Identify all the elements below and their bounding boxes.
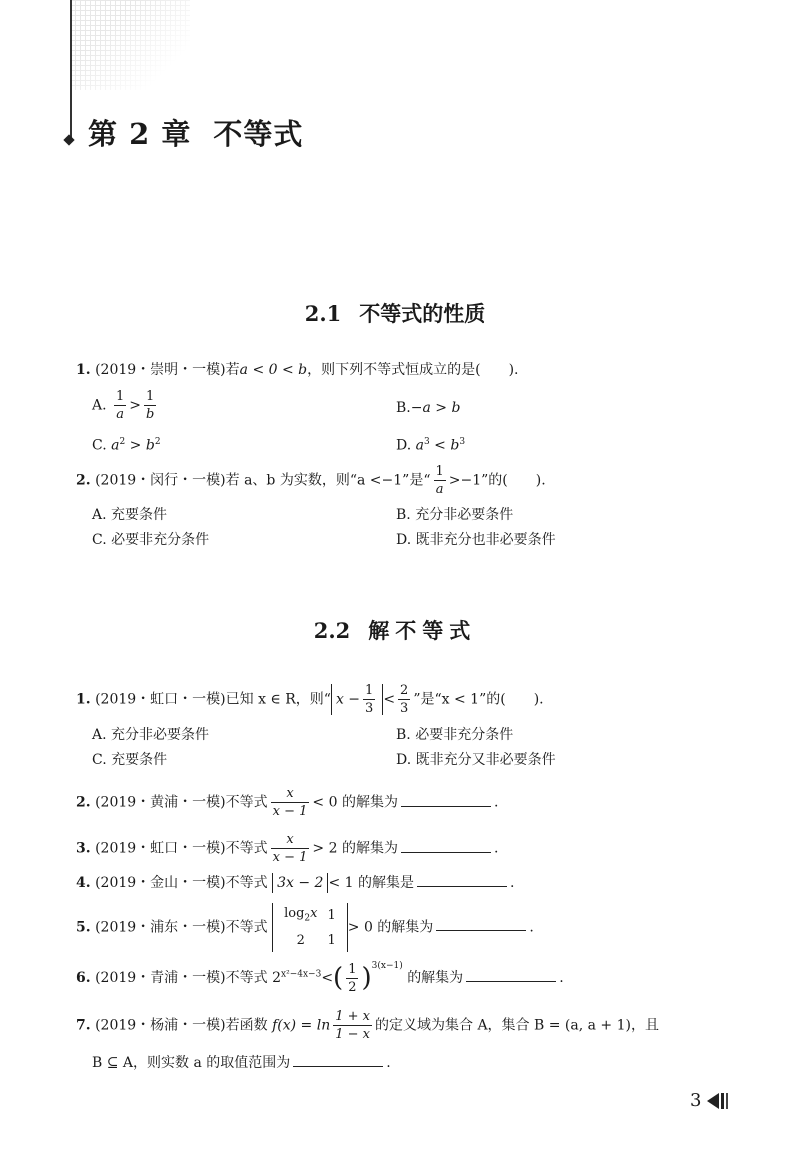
question-2-2-2 <box>76 787 498 818</box>
section-number: 2.2 <box>313 618 351 643</box>
log-base: 2 <box>304 913 311 924</box>
section-2-2-heading <box>0 615 790 645</box>
question-end: ). <box>535 472 546 489</box>
option-c <box>92 432 161 456</box>
math-base: 2 <box>272 970 282 986</box>
question-end: . <box>509 875 515 891</box>
question-text: 不等式 <box>225 875 268 891</box>
log-arg: x <box>310 906 318 921</box>
denominator: 3 <box>400 701 409 716</box>
denominator: 2 <box>348 979 357 995</box>
question-source: (2019・青浦・一模) <box>95 970 226 986</box>
chapter-name: 不等式 <box>213 117 304 151</box>
denominator: x − 1 <box>272 850 308 865</box>
math-base: a <box>415 437 424 454</box>
operator: < <box>383 691 396 708</box>
fraction <box>271 833 310 864</box>
option-b: B. 必要非充分条件 <box>396 727 514 743</box>
chapter-number: 第 2 章 <box>88 117 192 151</box>
numerator: x <box>286 786 294 801</box>
option-label: A. <box>92 397 107 414</box>
numerator: 1 <box>435 464 444 479</box>
operator: > <box>125 437 146 454</box>
question-text: 已知 x ∈ R，则“ <box>225 691 331 708</box>
question-number: 5. <box>76 919 91 936</box>
answer-blank[interactable] <box>401 792 491 807</box>
numerator: 1 <box>116 389 125 404</box>
bar-icon <box>726 1093 728 1109</box>
question-text: < 0 的解集为 <box>312 794 398 811</box>
question-number: 7. <box>76 1017 91 1034</box>
numerator: x <box>286 832 294 847</box>
math-base: a <box>111 437 120 454</box>
question-2-1-1 <box>76 360 519 380</box>
fraction <box>434 465 446 496</box>
math-exponent: 3 <box>424 437 430 447</box>
section-2-1-heading <box>0 298 790 328</box>
question-end: . <box>493 794 499 811</box>
numerator: 1 + x <box>335 1009 370 1024</box>
question-text: >−1”的( <box>448 472 508 489</box>
question-source: (2019・虹口・一模) <box>95 840 226 857</box>
question-text: 若函数 <box>225 1017 268 1034</box>
question-text: 的解集为 <box>407 970 464 986</box>
answer-blank[interactable] <box>466 967 556 982</box>
determinant <box>272 903 348 952</box>
question-number: 6. <box>76 970 91 986</box>
question-source: (2019・闵行・一模) <box>95 472 226 489</box>
question-source: (2019・浦东・一模) <box>95 919 226 936</box>
question-2-2-3 <box>76 833 498 864</box>
fraction <box>271 787 310 818</box>
option-d: D. 既非充分又非必要条件 <box>396 752 556 768</box>
math-base: b <box>145 437 155 454</box>
question-text: 的定义域为集合 A，集合 B = (a, a + 1)，且 <box>375 1017 659 1034</box>
question-source: (2019・金山・一模) <box>95 875 226 891</box>
option-b: B. 充分非必要条件 <box>396 507 514 523</box>
question-end: ). <box>508 362 519 378</box>
chapter-title <box>88 112 303 153</box>
fraction <box>363 684 375 715</box>
question-end: . <box>493 840 499 857</box>
option-c: C. 必要非充分条件 <box>92 532 210 548</box>
question-text: 不等式 <box>225 970 268 986</box>
option-a: A. 充要条件 <box>92 507 168 523</box>
diamond-bullet-icon <box>63 134 74 145</box>
math-expr: x − <box>335 691 361 708</box>
right-paren: ) <box>361 963 372 993</box>
option-d <box>396 432 465 456</box>
question-end: . <box>386 1055 391 1071</box>
absolute-value <box>272 873 328 893</box>
math-exponent: 2 <box>154 437 161 447</box>
numerator: 1 <box>348 961 357 977</box>
question-text: 若 <box>225 362 240 378</box>
operator: < <box>429 437 451 454</box>
section-title: 解不等式 <box>368 618 477 643</box>
question-number: 2. <box>76 794 91 811</box>
question-2-2-4 <box>76 872 514 893</box>
question-number: 1. <box>76 691 91 708</box>
fraction <box>144 390 156 421</box>
header-grid-decoration <box>70 0 190 90</box>
denominator: b <box>146 407 155 422</box>
option-label: C. <box>92 437 107 454</box>
math-exponent: 3(x−1) <box>371 961 403 971</box>
option-c: C. 充要条件 <box>92 752 168 768</box>
question-end: . <box>559 970 564 986</box>
bar-icon <box>721 1093 724 1109</box>
question-2-2-6 <box>76 956 564 994</box>
numerator: 2 <box>400 683 409 698</box>
left-paren: ( <box>333 963 344 993</box>
question-source: (2019・崇明・一模) <box>95 362 226 378</box>
question-text: ，则下列不等式恒成立的是( <box>307 362 481 378</box>
math-function: f(x) = ln <box>272 1017 331 1034</box>
answer-blank[interactable] <box>436 916 526 931</box>
denominator: x − 1 <box>272 804 308 819</box>
question-source: (2019・杨浦・一模) <box>95 1017 226 1034</box>
question-text: B ⊆ A，则实数 a 的取值范围为 <box>92 1055 291 1071</box>
denominator: 1 − x <box>335 1027 370 1042</box>
numerator: 1 <box>144 390 156 406</box>
question-2-2-7-line2 <box>92 1052 391 1073</box>
question-2-2-1 <box>76 684 544 715</box>
left-arrow-icon <box>707 1093 719 1109</box>
math-expr: 3x − 2 <box>277 875 324 891</box>
matrix-cell-22: 1 <box>327 932 336 948</box>
denominator: a <box>435 482 444 497</box>
question-text: 不等式 <box>225 794 268 811</box>
question-text: 若 a、b 为实数，则“a <−1”是“ <box>225 472 431 489</box>
matrix-cell-11 <box>279 903 322 930</box>
fraction <box>114 390 126 421</box>
question-text: 不等式 <box>225 919 268 936</box>
numerator: 1 <box>365 683 374 698</box>
math-exponent: 3 <box>459 437 466 447</box>
math-exponent: 2 <box>119 437 126 447</box>
fraction <box>346 963 358 994</box>
math-condition: a < 0 < b <box>239 362 308 378</box>
question-number: 2. <box>76 472 91 489</box>
fraction <box>398 684 410 715</box>
math-base: b <box>450 437 460 454</box>
answer-blank[interactable] <box>401 838 491 853</box>
operator: > <box>129 397 142 414</box>
question-2-1-2 <box>76 465 546 496</box>
option-d: D. 既非充分也非必要条件 <box>396 532 556 548</box>
page-number-text: 3 <box>690 1090 702 1111</box>
question-2-2-7 <box>76 1010 659 1041</box>
question-source: (2019・虹口・一模) <box>95 691 226 708</box>
answer-blank[interactable] <box>417 872 507 887</box>
matrix-cell-21: 2 <box>296 932 305 948</box>
question-number: 3. <box>76 840 91 857</box>
operator: < <box>321 970 334 986</box>
question-text: 不等式 <box>225 840 268 857</box>
log-text: log <box>284 906 305 921</box>
question-2-2-5 <box>76 903 534 952</box>
question-text: > 0 的解集为 <box>347 919 434 936</box>
math-exponent: x²−4x−3 <box>281 969 322 980</box>
question-text: ”是“x < 1”的( <box>413 691 506 708</box>
fraction <box>333 1010 372 1041</box>
header-vertical-line <box>70 0 72 140</box>
question-text: < 1 的解集是 <box>328 875 414 891</box>
denominator: a <box>116 407 125 422</box>
question-number: 4. <box>76 875 91 891</box>
question-end: ). <box>533 691 544 708</box>
option-label: B. <box>396 400 411 416</box>
option-label: D. <box>396 437 412 454</box>
section-title: 不等式的性质 <box>359 301 486 326</box>
option-a: A. 充分非必要条件 <box>92 727 210 743</box>
matrix-cell-12: 1 <box>327 908 336 924</box>
question-end: . <box>529 919 534 936</box>
option-a <box>92 390 159 421</box>
option-b <box>396 398 460 418</box>
denominator: 3 <box>365 701 374 716</box>
question-text: > 2 的解集为 <box>312 840 398 857</box>
question-source: (2019・黄浦・一模) <box>95 794 226 811</box>
answer-blank[interactable] <box>293 1052 383 1067</box>
absolute-value <box>331 684 383 715</box>
option-text: −a > b <box>410 400 461 416</box>
question-number: 1. <box>76 362 91 378</box>
page-number <box>690 1090 728 1111</box>
section-number: 2.1 <box>304 301 342 326</box>
